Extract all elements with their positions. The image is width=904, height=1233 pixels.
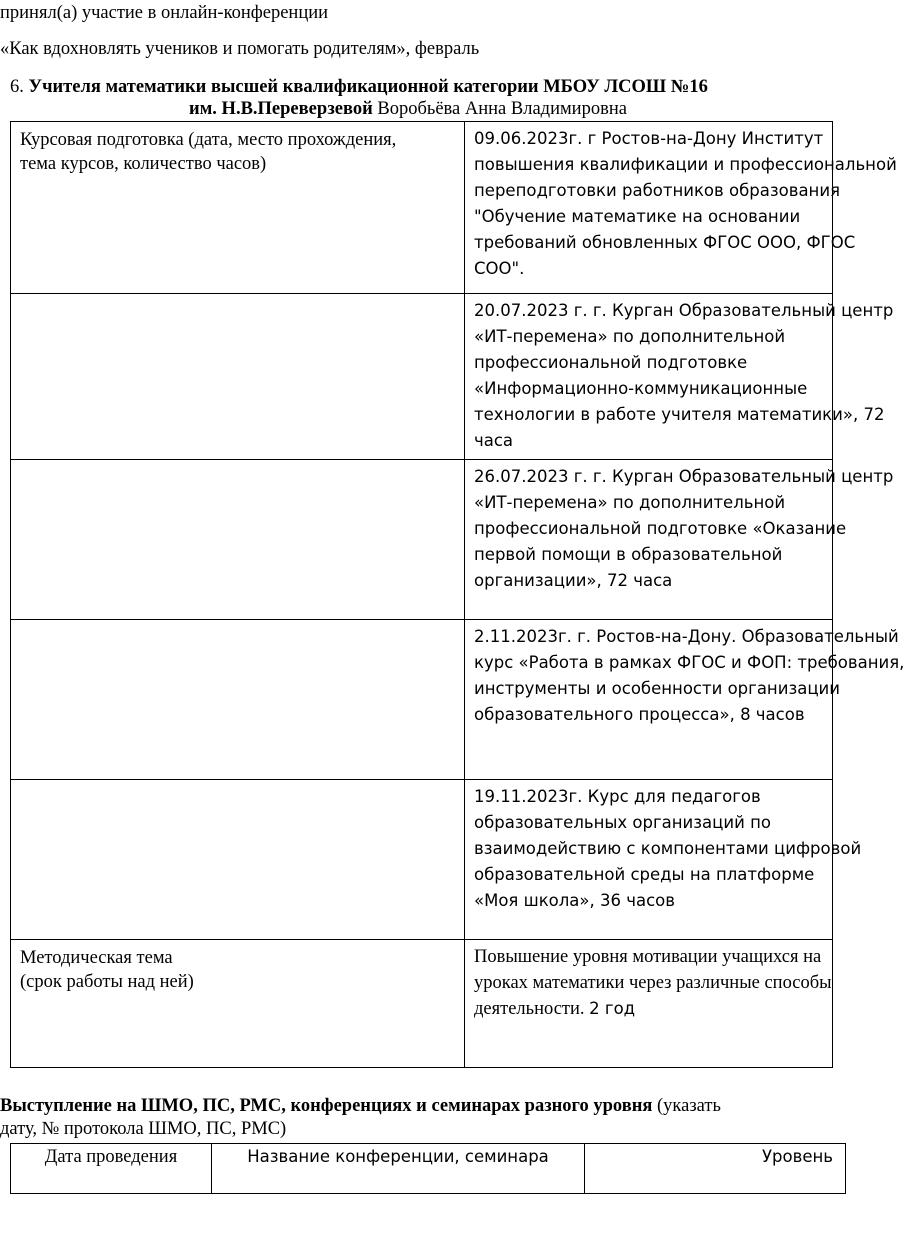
- course-line: «ИТ-перемена» по дополнительной: [474, 493, 786, 512]
- course-line: часа: [474, 431, 514, 450]
- course-line: СОО".: [474, 259, 525, 278]
- method-value-line: Повышение уровня мотивации учащихся на: [474, 947, 822, 967]
- method-label-line: Методическая тема: [20, 948, 173, 968]
- school-name: им. Н.В.Переверзевой: [189, 99, 373, 119]
- course-cell: [465, 122, 897, 294]
- section-number: 6.: [10, 77, 29, 97]
- method-value-prefix: деятельности.: [474, 999, 590, 1019]
- courses-table: [10, 121, 904, 1068]
- method-label-cell: [11, 940, 465, 1068]
- course-line: взаимодействию с компонентами цифровой: [474, 839, 862, 858]
- method-value-cell: [465, 940, 833, 1068]
- courses-label-line: Курсовая подготовка (дата, место прохождения,: [20, 130, 397, 150]
- course-line: первой помощи в образовательной: [474, 545, 783, 564]
- course-line: профессиональной подготовке «Оказание: [474, 519, 847, 538]
- course-line: требований обновленных ФГОС ООО, ФГОС: [474, 233, 856, 252]
- courses-label-line: тема курсов, количество часов): [20, 154, 267, 174]
- course-line: «Моя школа», 36 часов: [474, 891, 675, 910]
- section-7-heading: [0, 1096, 721, 1117]
- section-7-subtitle: дату, № протокола ШМО, ПС, РМС): [0, 1119, 287, 1139]
- empty-cell: [11, 780, 465, 940]
- conference-title-line: «Как вдохновлять учеников и помогать родителям», февраль: [0, 39, 480, 59]
- section-7-title-rest: (указать: [652, 1096, 721, 1116]
- empty-cell: [11, 620, 465, 780]
- course-line: «Информационно-коммуникационные: [474, 379, 808, 398]
- course-line: профессиональной подготовке: [474, 353, 748, 372]
- teacher-name: Воробьёва Анна Владимировна: [372, 99, 627, 119]
- section-6-heading: [10, 77, 708, 98]
- course-line: повышения квалификации и профессиональной: [474, 155, 897, 174]
- course-line: организации», 72 часа: [474, 571, 673, 590]
- method-value-line: [474, 996, 832, 1022]
- method-label-line: (срок работы над ней): [20, 972, 194, 992]
- course-line: 26.07.2023 г. г. Курган Образовательный центр: [474, 467, 894, 486]
- empty-cell: [11, 294, 465, 460]
- teacher-name-line: [0, 99, 816, 120]
- header-conference-name: Название конференции, семинара: [212, 1144, 585, 1194]
- course-line: образовательных организаций по: [474, 813, 771, 832]
- section-7-title-bold: Выступление на ШМО, ПС, РМС, конференциях и семинарах разного уровня: [0, 1096, 653, 1116]
- course-cell: [465, 294, 894, 460]
- course-line: "Обучение математике на основании: [474, 207, 801, 226]
- course-line: технологии в работе учителя математики», 72: [474, 405, 885, 424]
- courses-label-cell: [11, 122, 465, 294]
- section-title-bold: Учителя математики высшей квалификационной категории МБОУ ЛСОШ №16: [28, 77, 708, 97]
- empty-cell: [11, 460, 465, 620]
- header-level: Уровень: [585, 1144, 846, 1194]
- course-line: «ИТ-перемена» по дополнительной: [474, 327, 786, 346]
- speeches-table: [10, 1143, 846, 1194]
- course-line: образовательного процесса», 8 часов: [474, 705, 805, 724]
- course-line: курс «Работа в рамках ФГОС и ФОП: требования,: [474, 653, 904, 672]
- course-line: образовательной среды на платформе: [474, 865, 815, 884]
- course-line: инструменты и особенности организации: [474, 679, 841, 698]
- method-value-line: уроках математики через различные способы: [474, 973, 832, 993]
- course-line: 20.07.2023 г. г. Курган Образовательный центр: [474, 301, 894, 320]
- course-cell: [465, 460, 894, 620]
- course-cell: [465, 780, 862, 940]
- course-line: переподготовки работников образования: [474, 181, 840, 200]
- course-line: 09.06.2023г. г Ростов-на-Дону Институт: [474, 129, 824, 148]
- method-duration: 2 год: [589, 999, 636, 1018]
- participation-line: принял(а) участие в онлайн-конференции: [0, 3, 329, 23]
- course-line: 19.11.2023г. Курс для педагогов: [474, 787, 761, 806]
- course-line: 2.11.2023г. г. Ростов-на-Дону. Образовательный: [474, 627, 899, 646]
- course-cell: [465, 620, 904, 780]
- header-date: Дата проведения: [11, 1144, 212, 1194]
